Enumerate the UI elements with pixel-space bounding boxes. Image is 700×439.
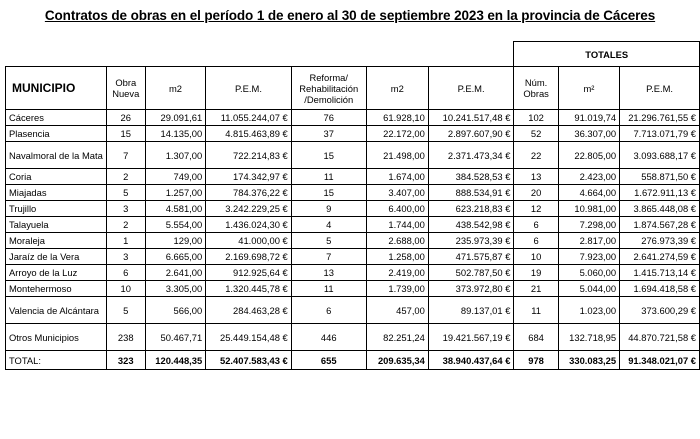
contracts-table bbox=[5, 41, 700, 370]
cell-num-obras: 6 bbox=[514, 233, 558, 249]
cell-municipio: Jaraíz de la Vera bbox=[6, 249, 107, 265]
cell-pem-reforma: 888.534,91 € bbox=[428, 185, 514, 201]
cell-obra-nueva: 15 bbox=[106, 126, 145, 142]
cell-municipio: Cáceres bbox=[6, 110, 107, 126]
cell-m2: 3.305,00 bbox=[145, 281, 206, 297]
cell-m2: 50.467,71 bbox=[145, 324, 206, 351]
header-municipio: MUNICIPIO bbox=[6, 67, 107, 110]
cell-m2: 29.091,61 bbox=[145, 110, 206, 126]
cell-m2-reforma: 2.419,00 bbox=[366, 265, 428, 281]
header-m2-total: m² bbox=[558, 67, 619, 110]
cell-pem-reforma: 89.137,01 € bbox=[428, 297, 514, 324]
cell-municipio: Coria bbox=[6, 169, 107, 185]
cell-pem: 25.449.154,48 € bbox=[206, 324, 292, 351]
cell-num-obras: 12 bbox=[514, 201, 558, 217]
cell-pem-total: 373.600,29 € bbox=[620, 297, 700, 324]
cell-reforma: 11 bbox=[291, 281, 366, 297]
cell-municipio: Miajadas bbox=[6, 185, 107, 201]
cell-pem-reforma: 2.371.473,34 € bbox=[428, 142, 514, 169]
cell-obra-nueva: 1 bbox=[106, 233, 145, 249]
total-cell-reforma: 655 bbox=[291, 351, 366, 370]
cell-reforma: 446 bbox=[291, 324, 366, 351]
table-row bbox=[6, 142, 700, 169]
cell-m2-reforma: 1.744,00 bbox=[366, 217, 428, 233]
cell-pem-reforma: 19.421.567,19 € bbox=[428, 324, 514, 351]
cell-pem: 4.815.463,89 € bbox=[206, 126, 292, 142]
table-row bbox=[6, 126, 700, 142]
cell-m2-reforma: 1.674,00 bbox=[366, 169, 428, 185]
cell-pem: 174.342,97 € bbox=[206, 169, 292, 185]
total-cell-municipio: TOTAL: bbox=[6, 351, 107, 370]
cell-m2: 14.135,00 bbox=[145, 126, 206, 142]
cell-reforma: 13 bbox=[291, 265, 366, 281]
cell-m2-total: 36.307,00 bbox=[558, 126, 619, 142]
cell-num-obras: 6 bbox=[514, 217, 558, 233]
cell-pem-reforma: 373.972,80 € bbox=[428, 281, 514, 297]
cell-obra-nueva: 6 bbox=[106, 265, 145, 281]
table-row bbox=[6, 169, 700, 185]
cell-m2-total: 5.044,00 bbox=[558, 281, 619, 297]
cell-reforma: 5 bbox=[291, 233, 366, 249]
cell-m2-total: 4.664,00 bbox=[558, 185, 619, 201]
cell-pem-total: 1.415.713,14 € bbox=[620, 265, 700, 281]
cell-m2-reforma: 2.688,00 bbox=[366, 233, 428, 249]
cell-m2: 566,00 bbox=[145, 297, 206, 324]
cell-m2: 749,00 bbox=[145, 169, 206, 185]
header-pem-reforma: P.E.M. bbox=[428, 67, 514, 110]
cell-m2-reforma: 1.258,00 bbox=[366, 249, 428, 265]
cell-pem-total: 1.874.567,28 € bbox=[620, 217, 700, 233]
cell-num-obras: 22 bbox=[514, 142, 558, 169]
cell-m2-reforma: 21.498,00 bbox=[366, 142, 428, 169]
cell-pem: 1.436.024,30 € bbox=[206, 217, 292, 233]
cell-reforma: 9 bbox=[291, 201, 366, 217]
cell-m2-reforma: 1.739,00 bbox=[366, 281, 428, 297]
header-num-obras: Núm. Obras bbox=[514, 67, 558, 110]
cell-pem: 2.169.698,72 € bbox=[206, 249, 292, 265]
page-title: Contratos de obras en el período 1 de enero al 30 de septiembre 2023 en la provincia de Cáceres bbox=[44, 8, 656, 23]
cell-m2-reforma: 61.928,10 bbox=[366, 110, 428, 126]
cell-num-obras: 11 bbox=[514, 297, 558, 324]
cell-m2-total: 22.805,00 bbox=[558, 142, 619, 169]
cell-pem: 3.242.229,25 € bbox=[206, 201, 292, 217]
table-row bbox=[6, 265, 700, 281]
cell-obra-nueva: 26 bbox=[106, 110, 145, 126]
cell-m2-reforma: 22.172,00 bbox=[366, 126, 428, 142]
total-cell-pem-reforma: 38.940.437,64 € bbox=[428, 351, 514, 370]
cell-num-obras: 13 bbox=[514, 169, 558, 185]
total-cell-pem: 52.407.583,43 € bbox=[206, 351, 292, 370]
cell-pem: 912.925,64 € bbox=[206, 265, 292, 281]
cell-m2: 1.307,00 bbox=[145, 142, 206, 169]
cell-m2-total: 2.423,00 bbox=[558, 169, 619, 185]
cell-num-obras: 20 bbox=[514, 185, 558, 201]
table-row bbox=[6, 185, 700, 201]
totales-header: TOTALES bbox=[514, 42, 700, 67]
cell-m2: 1.257,00 bbox=[145, 185, 206, 201]
cell-pem: 284.463,28 € bbox=[206, 297, 292, 324]
cell-reforma: 4 bbox=[291, 217, 366, 233]
cell-m2-total: 1.023,00 bbox=[558, 297, 619, 324]
cell-pem-total: 558.871,50 € bbox=[620, 169, 700, 185]
cell-pem-reforma: 2.897.607,90 € bbox=[428, 126, 514, 142]
cell-obra-nueva: 7 bbox=[106, 142, 145, 169]
cell-pem-total: 1.672.911,13 € bbox=[620, 185, 700, 201]
cell-obra-nueva: 2 bbox=[106, 169, 145, 185]
table-row bbox=[6, 233, 700, 249]
cell-obra-nueva: 3 bbox=[106, 249, 145, 265]
total-cell-obra-nueva: 323 bbox=[106, 351, 145, 370]
header-pem: P.E.M. bbox=[206, 67, 292, 110]
cell-m2: 6.665,00 bbox=[145, 249, 206, 265]
cell-pem-total: 2.641.274,59 € bbox=[620, 249, 700, 265]
cell-municipio: Arroyo de la Luz bbox=[6, 265, 107, 281]
cell-m2-total: 5.060,00 bbox=[558, 265, 619, 281]
cell-municipio: Navalmoral de la Mata bbox=[6, 142, 107, 169]
cell-m2-reforma: 457,00 bbox=[366, 297, 428, 324]
header-reforma: Reforma/ Rehabilitación /Demolición bbox=[291, 67, 366, 110]
cell-pem: 784.376,22 € bbox=[206, 185, 292, 201]
cell-m2-total: 7.923,00 bbox=[558, 249, 619, 265]
cell-pem-reforma: 438.542,98 € bbox=[428, 217, 514, 233]
totales-header-row bbox=[6, 42, 700, 67]
cell-pem-reforma: 471.575,87 € bbox=[428, 249, 514, 265]
cell-pem-total: 276.973,39 € bbox=[620, 233, 700, 249]
table-row bbox=[6, 201, 700, 217]
total-cell-m2-reforma: 209.635,34 bbox=[366, 351, 428, 370]
cell-reforma: 11 bbox=[291, 169, 366, 185]
total-cell-m2: 120.448,35 bbox=[145, 351, 206, 370]
cell-municipio: Montehermoso bbox=[6, 281, 107, 297]
header-pem-total: P.E.M. bbox=[620, 67, 700, 110]
cell-m2-reforma: 3.407,00 bbox=[366, 185, 428, 201]
cell-pem: 1.320.445,78 € bbox=[206, 281, 292, 297]
cell-reforma: 15 bbox=[291, 185, 366, 201]
table-row bbox=[6, 297, 700, 324]
table-row bbox=[6, 217, 700, 233]
cell-pem-total: 3.093.688,17 € bbox=[620, 142, 700, 169]
header-obra-nueva: Obra Nueva bbox=[106, 67, 145, 110]
table-row bbox=[6, 324, 700, 351]
cell-obra-nueva: 10 bbox=[106, 281, 145, 297]
cell-obra-nueva: 2 bbox=[106, 217, 145, 233]
cell-reforma: 7 bbox=[291, 249, 366, 265]
cell-pem: 11.055.244,07 € bbox=[206, 110, 292, 126]
cell-m2-total: 132.718,95 bbox=[558, 324, 619, 351]
cell-obra-nueva: 5 bbox=[106, 297, 145, 324]
cell-m2-total: 91.019,74 bbox=[558, 110, 619, 126]
cell-municipio: Moraleja bbox=[6, 233, 107, 249]
cell-pem-reforma: 10.241.517,48 € bbox=[428, 110, 514, 126]
header-m2: m2 bbox=[145, 67, 206, 110]
cell-num-obras: 684 bbox=[514, 324, 558, 351]
cell-pem: 41.000,00 € bbox=[206, 233, 292, 249]
cell-m2-total: 7.298,00 bbox=[558, 217, 619, 233]
table-row bbox=[6, 281, 700, 297]
header-m2-reforma: m2 bbox=[366, 67, 428, 110]
table-row bbox=[6, 249, 700, 265]
cell-municipio: Talayuela bbox=[6, 217, 107, 233]
cell-municipio: Valencia de Alcántara bbox=[6, 297, 107, 324]
cell-pem-total: 3.865.448,08 € bbox=[620, 201, 700, 217]
cell-m2: 4.581,00 bbox=[145, 201, 206, 217]
total-cell-m2-total: 330.083,25 bbox=[558, 351, 619, 370]
cell-pem-total: 21.296.761,55 € bbox=[620, 110, 700, 126]
cell-obra-nueva: 5 bbox=[106, 185, 145, 201]
cell-reforma: 37 bbox=[291, 126, 366, 142]
cell-reforma: 76 bbox=[291, 110, 366, 126]
cell-municipio: Otros Municipios bbox=[6, 324, 107, 351]
cell-num-obras: 19 bbox=[514, 265, 558, 281]
cell-pem: 722.214,83 € bbox=[206, 142, 292, 169]
cell-pem-reforma: 384.528,53 € bbox=[428, 169, 514, 185]
cell-m2-total: 10.981,00 bbox=[558, 201, 619, 217]
cell-m2: 5.554,00 bbox=[145, 217, 206, 233]
cell-num-obras: 10 bbox=[514, 249, 558, 265]
cell-num-obras: 102 bbox=[514, 110, 558, 126]
cell-reforma: 15 bbox=[291, 142, 366, 169]
cell-pem-total: 7.713.071,79 € bbox=[620, 126, 700, 142]
cell-municipio: Plasencia bbox=[6, 126, 107, 142]
total-cell-pem-total: 91.348.021,07 € bbox=[620, 351, 700, 370]
cell-municipio: Trujillo bbox=[6, 201, 107, 217]
cell-m2-total: 2.817,00 bbox=[558, 233, 619, 249]
cell-m2-reforma: 6.400,00 bbox=[366, 201, 428, 217]
table-row bbox=[6, 110, 700, 126]
total-cell-num-obras: 978 bbox=[514, 351, 558, 370]
cell-m2-reforma: 82.251,24 bbox=[366, 324, 428, 351]
cell-pem-reforma: 502.787,50 € bbox=[428, 265, 514, 281]
column-header-row bbox=[6, 67, 700, 110]
cell-num-obras: 21 bbox=[514, 281, 558, 297]
cell-num-obras: 52 bbox=[514, 126, 558, 142]
total-row bbox=[6, 351, 700, 370]
cell-pem-total: 44.870.721,58 € bbox=[620, 324, 700, 351]
cell-m2: 2.641,00 bbox=[145, 265, 206, 281]
cell-obra-nueva: 3 bbox=[106, 201, 145, 217]
cell-obra-nueva: 238 bbox=[106, 324, 145, 351]
cell-reforma: 6 bbox=[291, 297, 366, 324]
cell-pem-reforma: 235.973,39 € bbox=[428, 233, 514, 249]
cell-pem-reforma: 623.218,83 € bbox=[428, 201, 514, 217]
cell-pem-total: 1.694.418,58 € bbox=[620, 281, 700, 297]
cell-m2: 129,00 bbox=[145, 233, 206, 249]
